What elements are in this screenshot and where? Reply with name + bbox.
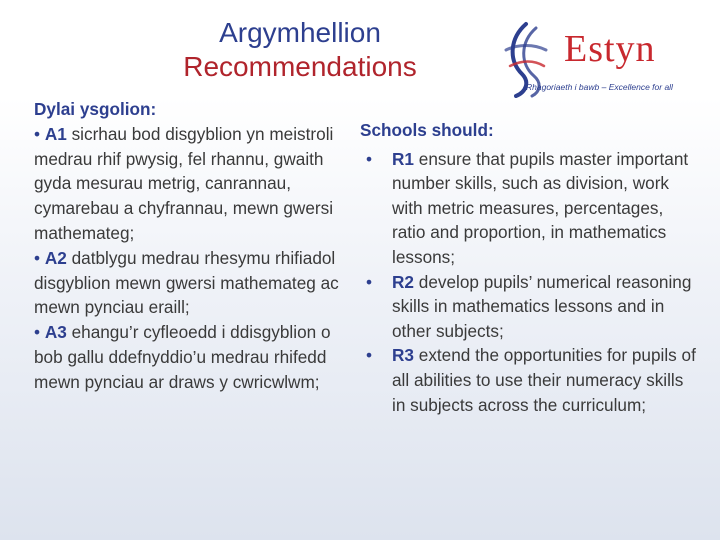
- welsh-item-a3: [34, 320, 344, 394]
- bullet: •: [366, 271, 373, 292]
- bullet: •: [366, 345, 373, 366]
- item-text: ensure that pupils master important number skills, such as division, work with metric measures, percentages, ratio and proportion, in mathematics lessons;: [392, 148, 689, 267]
- welsh-item-a1: [34, 122, 344, 246]
- item-text: extend the opportunities for pupils of all abilities to use their numeracy skills in subjects across the curriculum;: [392, 345, 696, 415]
- bullet: •: [366, 148, 373, 169]
- logo-wordmark: Estyn: [564, 28, 656, 70]
- item-text: develop pupils’ numerical reasoning skills in mathematics lessons and in other subjects;: [392, 271, 692, 341]
- english-lead: Schools should:: [360, 120, 494, 140]
- welsh-item-a2: [34, 246, 344, 320]
- item-text: datblygu medrau rhesymu rhifiadol disgyblion mewn gwersi mathemateg ac mewn pynciau eraill;: [34, 247, 339, 318]
- english-item-r1: [360, 147, 700, 270]
- logo-tagline: Rhagoriaeth i bawb – Excellence for all: [526, 82, 673, 92]
- english-column: [360, 118, 700, 417]
- item-code: R2: [392, 271, 414, 292]
- title-welsh: Argymhellion: [219, 17, 381, 48]
- bullet: •: [34, 123, 41, 144]
- slide-title: [100, 16, 500, 83]
- item-code: R1: [392, 148, 414, 169]
- item-code: R3: [392, 345, 414, 366]
- bullet: •: [34, 322, 41, 343]
- estyn-logo: [500, 20, 710, 100]
- english-item-r2: [360, 270, 700, 344]
- item-code: A2: [44, 247, 67, 268]
- item-code: A1: [44, 123, 67, 144]
- item-text: ehangu’r cyfleoedd i ddisgyblion o bob gallu ddefnyddio’u medrau rhifedd mewn pynciau ar draws y cwricwlwm;: [34, 322, 331, 392]
- welsh-column: [34, 97, 344, 395]
- title-english: Recommendations: [183, 50, 417, 82]
- english-item-r3: [360, 343, 700, 417]
- welsh-lead: Dylai ysgolion:: [34, 99, 157, 119]
- item-text: sicrhau bod disgyblion yn meistroli medrau rhif pwysig, fel rhannu, gwaith gyda mesurau metrig, canrannau, cymarebau a chyfrannau, mewn gwersi mathemateg;: [34, 123, 334, 243]
- english-list: [360, 147, 700, 418]
- item-code: A3: [44, 322, 67, 343]
- bullet: •: [34, 247, 41, 268]
